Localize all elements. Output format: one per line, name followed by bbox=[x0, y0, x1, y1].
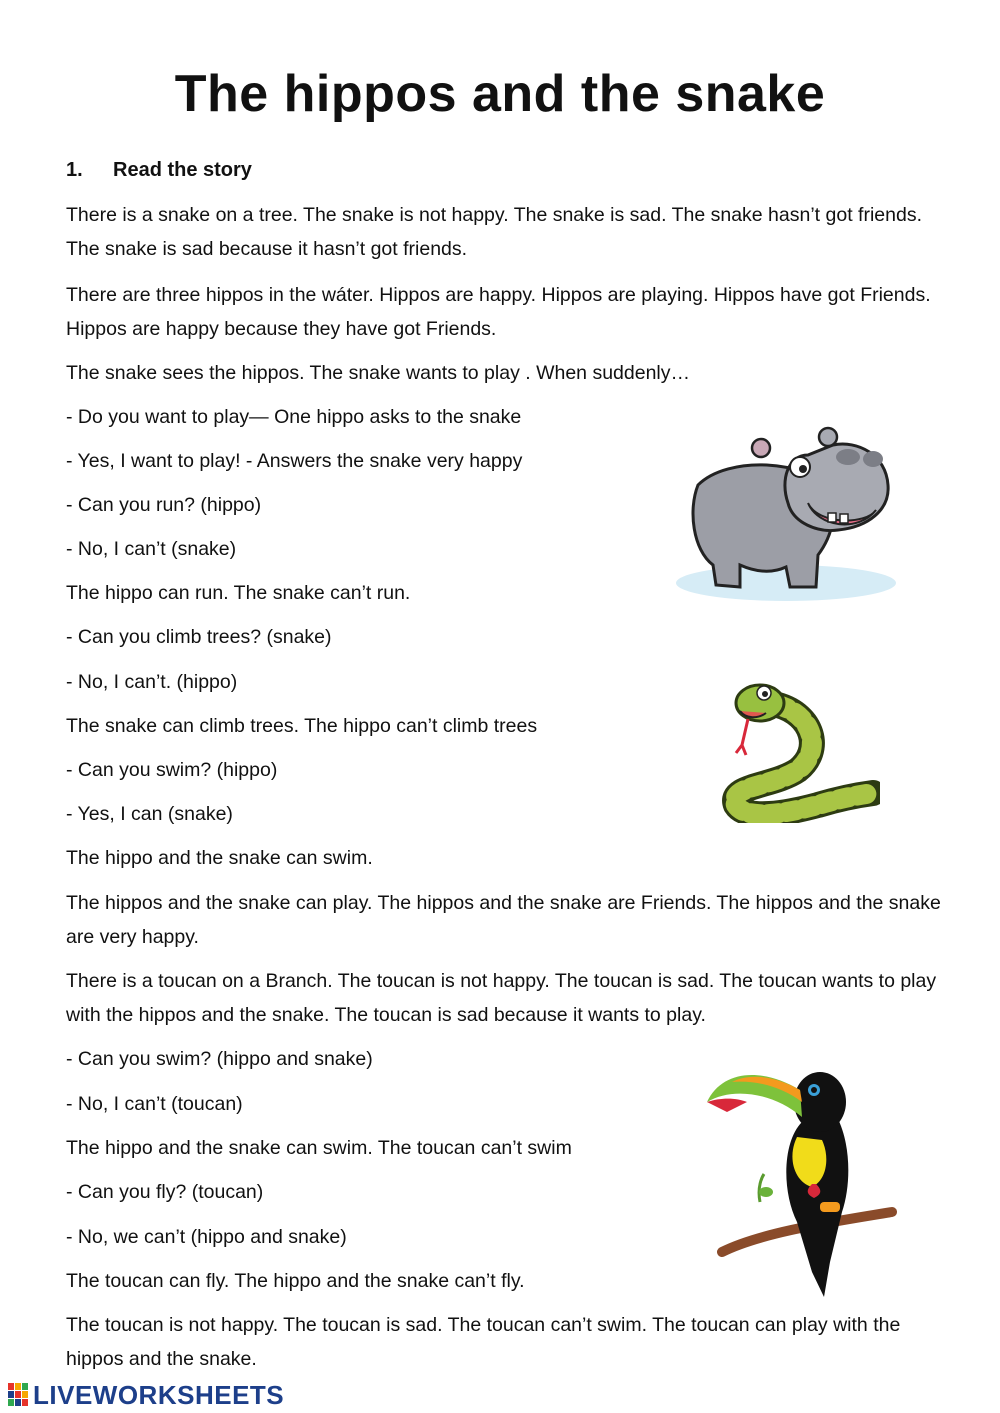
section-title: Read the story bbox=[113, 159, 252, 181]
dialogue-line: - Can you climb trees? (snake) bbox=[66, 626, 332, 648]
story-line: The hippo and the snake can swim. The toucan can’t swim bbox=[66, 1137, 572, 1159]
story-line: The hippo can run. The snake can’t run. bbox=[66, 582, 411, 604]
liveworksheets-logo-icon bbox=[8, 1383, 30, 1407]
snake-illustration bbox=[718, 675, 880, 823]
story-line: The hippo and the snake can swim. bbox=[66, 847, 373, 869]
dialogue-line: - No, I can’t. (hippo) bbox=[66, 671, 238, 693]
story-line: The snake can climb trees. The hippo can’t climb trees bbox=[66, 715, 538, 737]
dialogue-line: - Can you swim? (hippo) bbox=[66, 759, 278, 781]
section-number: 1. bbox=[66, 159, 83, 181]
story-line: The toucan can fly. The hippo and the snake can’t fly. bbox=[66, 1270, 525, 1292]
story-paragraph: There is a snake on a tree. The snake is not happy. The snake is sad. The snake hasn’t got friends. The snake is sad because it hasn’t got friends. bbox=[66, 204, 922, 260]
hippo-illustration bbox=[668, 415, 900, 605]
dialogue-line: - No, I can’t (toucan) bbox=[66, 1093, 243, 1115]
dialogue-line: - Yes, I can (snake) bbox=[66, 803, 233, 825]
story-paragraph: There are three hippos in the wáter. Hippos are happy. Hippos are playing. Hippos have got Friends. Hippos are happy because they have got Friends. bbox=[66, 284, 931, 340]
story-line: The snake sees the hippos. The snake wants to play . When suddenly… bbox=[66, 362, 690, 384]
footer-brand bbox=[8, 1380, 284, 1410]
dialogue-line: - Can you run? (hippo) bbox=[66, 494, 262, 516]
footer-brand-text: LIVEWORKSHEETS bbox=[33, 1379, 285, 1410]
page-title: The hippos and the snake bbox=[174, 65, 826, 123]
dialogue-line: - No, we can’t (hippo and snake) bbox=[66, 1226, 347, 1248]
section-heading bbox=[66, 159, 252, 182]
story-paragraph: The hippos and the snake can play. The hippos and the snake are Friends. The hippos and the snake are very happy. bbox=[66, 892, 941, 948]
story-paragraph: The toucan is not happy. The toucan is sad. The toucan can’t swim. The toucan can play with the hippos and the snake. bbox=[66, 1314, 901, 1370]
dialogue-line: - Do you want to play— One hippo asks to the snake bbox=[66, 406, 522, 428]
dialogue-line: - Can you fly? (toucan) bbox=[66, 1181, 264, 1203]
story-paragraph: There is a toucan on a Branch. The toucan is not happy. The toucan is sad. The toucan wants to play with the hippos and the snake. The toucan is sad because it wants to play. bbox=[66, 970, 937, 1026]
dialogue-line: - Yes, I want to play! - Answers the snake very happy bbox=[66, 450, 523, 472]
dialogue-line: - Can you swim? (hippo and snake) bbox=[66, 1048, 373, 1070]
dialogue-line: - No, I can’t (snake) bbox=[66, 538, 237, 560]
toucan-illustration bbox=[702, 1062, 902, 1297]
